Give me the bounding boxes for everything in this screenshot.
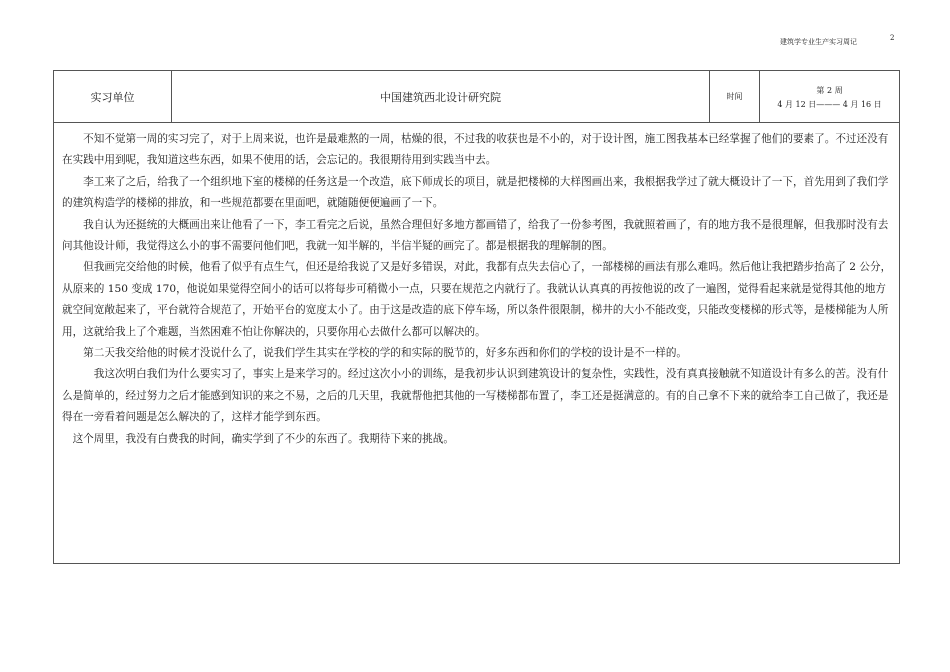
paragraph: 但我画完交给他的时候，他看了似乎有点生气，但还是给我说了又是好多错误，对此，我都有点失去信心了，一部楼梯的画法有那么难吗。然后他让我把踏步抬高了 2 公分，从原来的 150 变成 170，他说如果觉得空间小的话可以将每步可稍微小一点，只要在规范之内就行了。我就认认真真的再按他说的改了一遍图，觉得看起来就是觉得其他的地方就空间宽敞起来了，平台就符合规范了，开始平台的宽度太小了。由于这是改造的底下停车场，所以条件很限制，梯井的大小不能改变，只能改变楼梯的形式等，是楼梯能为人所用，这就给我上了个难题，当然困难不怕让你解决的，只要你用心去做什么都可以解决的。 (62, 261, 892, 338)
running-header: 建筑学专业生产实习周记 (780, 38, 857, 46)
unit-label-cell (54, 71, 172, 122)
paragraph: 我这次明白我们为什么要实习了，事实上是来学习的。经过这次小小的训练，是我初步认识到建筑设计的复杂性，实践性，没有真真接触就不知道设计有多么的苦。没有什么是简单的，经过努力之后才能感到知识的来之不易，之后的几天里，我就帮他把其他的一写楼梯都布置了，李工还是挺满意的。有的自己拿不下来的就给李工自己做了，我还是得在一旁看着问题是怎么解决的了，这样才能学到东西。 (62, 368, 889, 424)
unit-label: 实习单位 (90, 91, 135, 104)
info-row (54, 71, 899, 123)
time-value-cell (760, 71, 899, 122)
paragraph: 第二天我交给他的时候才没说什么了，说我们学生其实在学校的学的和实际的脱节的，好多东西和你们的学校的设计是不一样的。 (62, 347, 688, 360)
time-label: 时间 (726, 92, 743, 101)
journal-body (62, 129, 895, 450)
page-number: 2 (890, 34, 895, 42)
unit-value-cell (172, 71, 710, 122)
paragraph: 李工来了之后，给我了一个组织地下室的楼梯的任务这是一个改造，底下师成长的项目，就是把楼梯的大样图画出来，我根据我学过了就大概设计了一下，首先用到了我们学的建筑构造学的楼梯的排放，和一些规范都要在里面吧，就随随便便遍画了一下。 (62, 175, 889, 210)
paragraph: 我自认为还挺统的大概画出来让他看了一下，李工看完之后说，虽然合理但好多地方都画错了，给我了一份参考图，我就照着画了，有的地方我不是很理解，但我那时没有去问其他设计师，我觉得这么小的事不需要问他们吧，我就一知半解的，半信半疑的画完了。都是根据我的理解制的图。 (62, 218, 889, 253)
journal-table (53, 70, 900, 564)
unit-value: 中国建筑西北设计研究院 (380, 91, 501, 104)
date-range: 4 月 12 日——— 4 月 16 日 (777, 100, 882, 109)
paragraph: 这个周里，我没有白费我的时间，确实学到了不少的东西了。我期待下来的挑战。 (62, 432, 454, 445)
time-label-cell (710, 71, 760, 122)
paragraph: 不知不觉第一周的实习完了，对于上周来说，也许是最难熬的一周，枯燥的很，不过我的收获也是不小的，对于设计图，施工图我基本已经掌握了他们的要素了。不过还没有在实践中用到呢，我知道这些东西，如果不使用的话，会忘记的。我很期待用到实践当中去。 (62, 133, 889, 167)
week-number: 第 2 周 (816, 86, 843, 95)
